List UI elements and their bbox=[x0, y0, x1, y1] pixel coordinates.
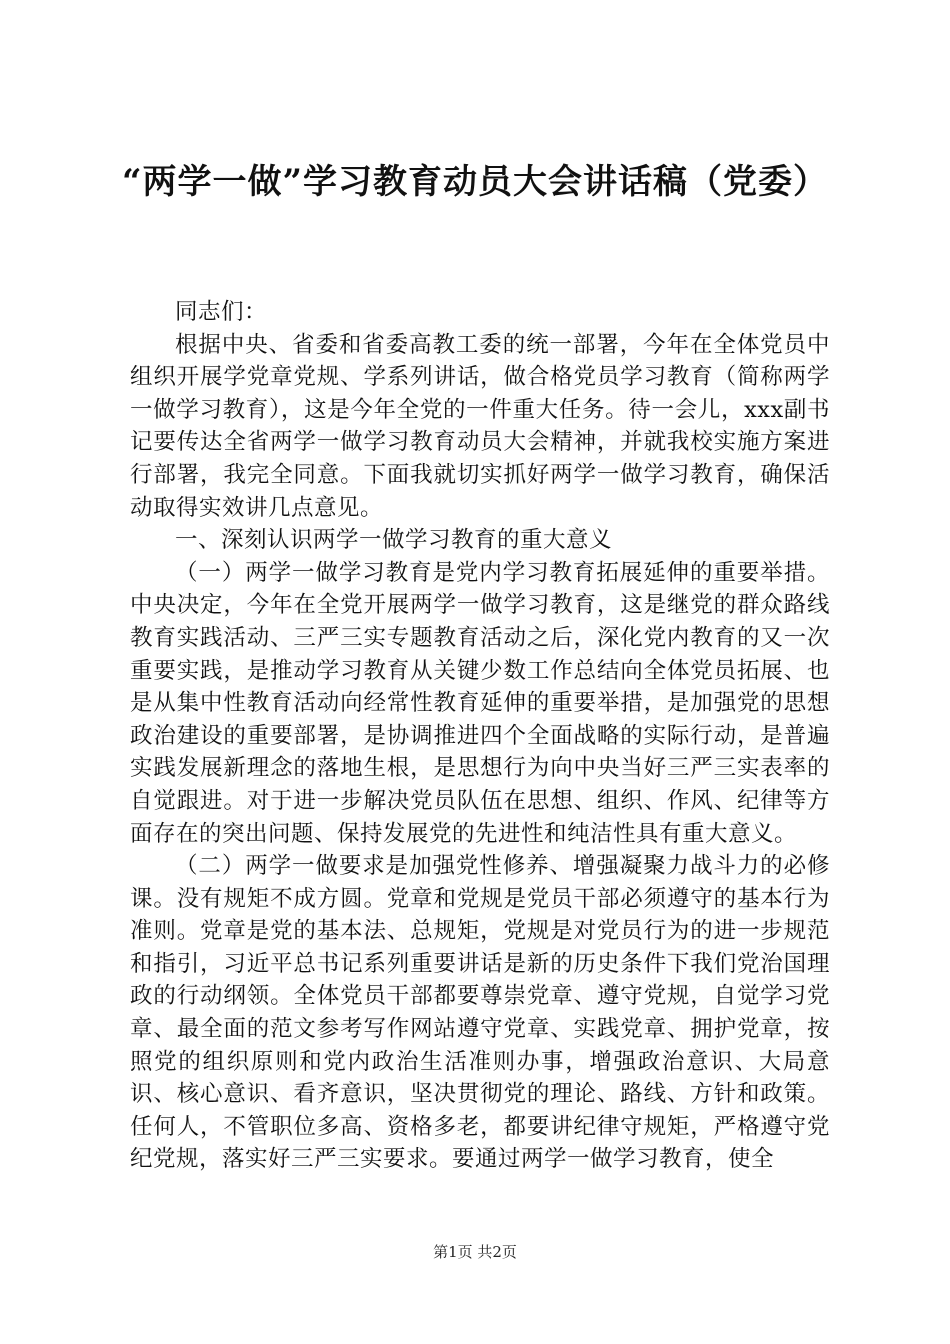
salutation: 同志们： bbox=[175, 299, 268, 325]
paragraph-point-2: （二）两学一做要求是加强党性修养、增强凝聚力战斗力的必修课。没有规矩不成方圆。党章和党规是党员干部必须遵守的基本行为准则。党章是党的基本法、总规矩，党规是对党员行为的进一步规范和指引，习近平总书记系列重要讲话是新的历史条件下我们党治国理政的行动纲领。全体党员干部都要尊崇党章、遵守党规，自觉学习党章、最全面的范文参考写作网站遵守党章、实践党章、拥护党章，按照党的组织原则和党内政治生活准则办事，增强政治意识、大局意识、核心意识、看齐意识，坚决贯彻党的理论、路线、方针和政策。任何人，不管职位多高、资格多老，都要讲纪律守规矩，严格遵守党纪党规，落实好三严三实要求。要通过两学一做学习教育，使全 bbox=[130, 853, 830, 1173]
section-heading-1: 一、深刻认识两学一做学习教育的重大意义 bbox=[175, 527, 613, 554]
document-title: “两学一做”学习教育动员大会讲话稿（党委） bbox=[121, 162, 829, 202]
page-number: 第1页 共2页 bbox=[433, 1243, 517, 1261]
document-body bbox=[130, 296, 830, 1176]
paragraph-point-1: （一）两学一做学习教育是党内学习教育拓展延伸的重要举措。中央决定，今年在全党开展两学一做学习教育，这是继党的群众路线教育实践活动、三严三实专题教育活动之后，深化党内教育的又一次重要实践，是推动学习教育从关键少数工作总结向全体党员拓展、也是从集中性教育活动向经常性教育延伸的重要举措，是加强党的思想政治建设的重要部署，是协调推进四个全面战略的实际行动，是普遍实践发展新理念的落地生根，是思想行为向中央当好三严三实表率的自觉跟进。对于进一步解决党员队伍在思想、组织、作风、纪律等方面存在的突出问题、保持发展党的先进性和纯洁性具有重大意义。 bbox=[130, 559, 830, 847]
paragraph-intro: 根据中央、省委和省委高教工委的统一部署，今年在全体党员中组织开展学党章党规、学系列讲话，做合格党员学习教育（简称两学一做学习教育），这是今年全党的一件重大任务。待一会儿，xxx副书记要传达全省两学一做学习教育动员大会精神，并就我校实施方案进行部署，我完全同意。下面我就切实抓好两学一做学习教育，确保活动取得实效讲几点意见。 bbox=[130, 331, 830, 521]
